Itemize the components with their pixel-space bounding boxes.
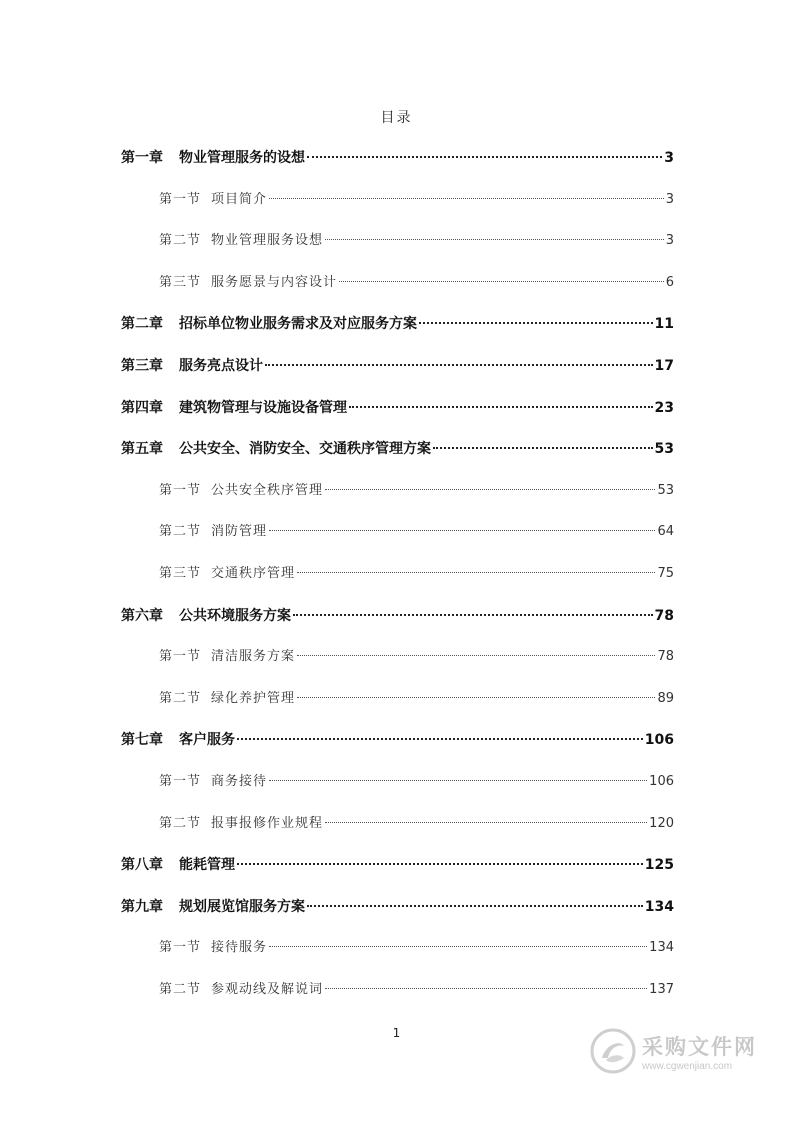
toc-entry-number: 第九章 — [121, 898, 163, 915]
toc-entry-number: 第一节 — [159, 940, 202, 956]
toc-entry-section[interactable] — [159, 272, 674, 294]
watermark-title: 采购文件网 — [642, 1034, 757, 1059]
toc-dot-leader — [307, 156, 662, 158]
toc-entry-section[interactable] — [159, 771, 674, 793]
toc-entry-section[interactable] — [159, 563, 674, 585]
toc-entry-number: 第三章 — [121, 358, 163, 374]
toc-entry-label — [121, 397, 347, 419]
toc-entry-section[interactable] — [159, 189, 674, 211]
toc-entry-label — [159, 979, 323, 1001]
toc-entry-page: 3 — [665, 191, 674, 207]
toc-entry-number: 第一节 — [159, 191, 202, 207]
toc-entry-title: 商务接待 — [211, 774, 268, 789]
toc-entry-number: 第二节 — [159, 233, 202, 249]
toc-entry-chapter[interactable] — [121, 397, 674, 419]
toc-entry-title: 报事报修作业规程 — [211, 815, 324, 831]
toc-entry-chapter[interactable] — [121, 355, 674, 377]
toc-entry-number: 第一章 — [121, 150, 163, 166]
toc-entry-number: 第二节 — [159, 690, 202, 706]
toc-entry-label — [159, 813, 323, 835]
toc-entry-label — [121, 313, 417, 335]
toc-entry-page: 3 — [665, 233, 674, 249]
toc-dot-leader — [339, 281, 664, 282]
cgwenjian-logo-icon — [590, 1028, 636, 1074]
toc-entry-page: 23 — [654, 399, 674, 416]
toc-entry-number: 第四章 — [121, 399, 163, 416]
toc-entry-label — [121, 147, 305, 169]
toc-dot-leader — [419, 322, 653, 324]
toc-entry-label — [159, 646, 295, 668]
toc-dot-leader — [349, 406, 653, 408]
toc-entry-section[interactable] — [159, 521, 674, 543]
toc-title: 目录 — [380, 110, 413, 126]
toc-dot-leader — [325, 822, 647, 823]
toc-entry-number: 第三节 — [159, 566, 202, 581]
toc-dot-leader — [293, 614, 653, 616]
toc-dot-leader — [297, 697, 655, 698]
toc-entry-title: 物业管理服务设想 — [211, 233, 324, 249]
toc-entry-title: 公共安全秩序管理 — [211, 482, 324, 498]
toc-entry-chapter[interactable] — [121, 313, 674, 335]
toc-entry-page: 53 — [654, 441, 674, 458]
toc-entry-title: 绿化养护管理 — [211, 690, 296, 706]
toc-entry-page: 120 — [649, 815, 674, 831]
toc-entry-title: 服务亮点设计 — [179, 358, 263, 374]
toc-entry-page: 134 — [649, 940, 674, 956]
toc-entry-page: 106 — [644, 732, 674, 749]
toc-entry-title: 规划展览馆服务方案 — [179, 898, 305, 915]
toc-entry-title: 参观动线及解说词 — [211, 982, 324, 997]
toc-entry-title: 招标单位物业服务需求及对应服务方案 — [179, 316, 417, 333]
toc-entry-page: 125 — [644, 857, 674, 874]
toc-entry-page: 89 — [657, 690, 674, 706]
toc-dot-leader — [297, 655, 655, 656]
toc-entry-page: 53 — [657, 482, 674, 498]
toc-dot-leader — [269, 780, 647, 781]
toc-entry-number: 第二节 — [159, 524, 202, 540]
toc-dot-leader — [433, 447, 653, 449]
toc-entry-page: 137 — [649, 982, 674, 997]
toc-entry-number: 第一节 — [159, 649, 202, 665]
toc-entry-section[interactable] — [159, 813, 674, 835]
toc-entry-number: 第六章 — [121, 607, 163, 624]
toc-entry-label — [121, 854, 235, 876]
toc-entry-title: 消防管理 — [211, 524, 268, 540]
toc-entry-number: 第七章 — [121, 732, 163, 749]
watermark — [590, 1026, 780, 1076]
toc-dot-leader — [307, 905, 643, 907]
toc-entry-title: 建筑物管理与设施设备管理 — [179, 399, 347, 416]
toc-entry-section[interactable] — [159, 937, 674, 959]
toc-entry-chapter[interactable] — [121, 147, 674, 169]
page-number: 1 — [392, 1026, 401, 1040]
toc-entry-label — [159, 521, 267, 543]
toc-dot-leader — [325, 988, 647, 989]
toc-entry-label — [159, 189, 267, 211]
toc-entry-page: 17 — [654, 358, 674, 374]
toc-entry-label — [121, 896, 305, 918]
toc-entry-title: 服务愿景与内容设计 — [211, 274, 338, 290]
toc-entry-number: 第一节 — [159, 482, 202, 498]
toc-entry-title: 能耗管理 — [179, 857, 235, 874]
toc-dot-leader — [297, 572, 655, 573]
toc-entry-label — [159, 480, 323, 502]
toc-entry-title: 接待服务 — [211, 940, 268, 956]
toc-entry-page: 78 — [654, 607, 674, 624]
toc-entry-title: 交通秩序管理 — [211, 566, 296, 581]
toc-entry-section[interactable] — [159, 480, 674, 502]
toc-entry-page: 64 — [657, 524, 674, 540]
toc-entry-label — [121, 729, 235, 751]
toc-entry-page: 6 — [665, 274, 674, 290]
toc-entry-chapter[interactable] — [121, 854, 674, 876]
toc-entry-label — [159, 937, 267, 959]
toc-dot-leader — [269, 530, 655, 531]
watermark-text — [642, 1031, 757, 1072]
toc-entry-label — [159, 230, 323, 252]
toc-entry-number: 第二节 — [159, 982, 202, 997]
toc-entry-chapter[interactable] — [121, 729, 674, 751]
toc-entry-label — [159, 688, 295, 710]
toc-entry-label — [159, 563, 295, 585]
toc-entry-number: 第八章 — [121, 857, 163, 874]
toc-entry-number: 第二章 — [121, 316, 163, 333]
toc-entry-label — [159, 771, 267, 793]
toc-dot-leader — [269, 946, 647, 947]
toc-entry-number: 第一节 — [159, 774, 202, 789]
toc-dot-leader — [237, 863, 643, 865]
watermark-url: www.cgwenjian.com — [642, 1060, 733, 1072]
toc-entry-page: 75 — [657, 566, 674, 581]
toc-entry-title: 物业管理服务的设想 — [179, 150, 305, 166]
toc-entry-section[interactable] — [159, 646, 674, 668]
toc-entry-number: 第五章 — [121, 441, 163, 458]
toc-dot-leader — [269, 198, 664, 199]
toc-entry-page: 11 — [654, 316, 674, 333]
toc-entry-title: 项目简介 — [211, 191, 268, 207]
toc-dot-leader — [325, 239, 664, 240]
toc-entry-label — [121, 355, 263, 377]
toc-dot-leader — [325, 489, 655, 490]
toc-entry-chapter[interactable] — [121, 438, 674, 460]
toc-entry-label — [121, 438, 431, 460]
toc-entry-page: 106 — [649, 774, 674, 789]
toc-entry-title: 清洁服务方案 — [211, 649, 296, 665]
toc-entry-section[interactable] — [159, 688, 674, 710]
toc-dot-leader — [265, 364, 653, 366]
toc-entry-page: 134 — [644, 898, 674, 915]
toc-entry-section[interactable] — [159, 230, 674, 252]
toc-entry-chapter[interactable] — [121, 896, 674, 918]
toc-entry-number: 第三节 — [159, 274, 202, 290]
toc-entry-title: 客户服务 — [179, 732, 235, 749]
toc-entry-label — [159, 272, 337, 294]
toc-entry-title: 公共环境服务方案 — [179, 607, 291, 624]
toc-entry-section[interactable] — [159, 979, 674, 1001]
toc-entry-number: 第二节 — [159, 815, 202, 831]
toc-dot-leader — [237, 738, 643, 740]
toc-entry-label — [121, 605, 291, 627]
toc-entry-chapter[interactable] — [121, 605, 674, 627]
toc-entry-title: 公共安全、消防安全、交通秩序管理方案 — [179, 441, 431, 458]
toc-entry-page: 3 — [664, 150, 674, 166]
toc-entry-page: 78 — [657, 649, 674, 665]
